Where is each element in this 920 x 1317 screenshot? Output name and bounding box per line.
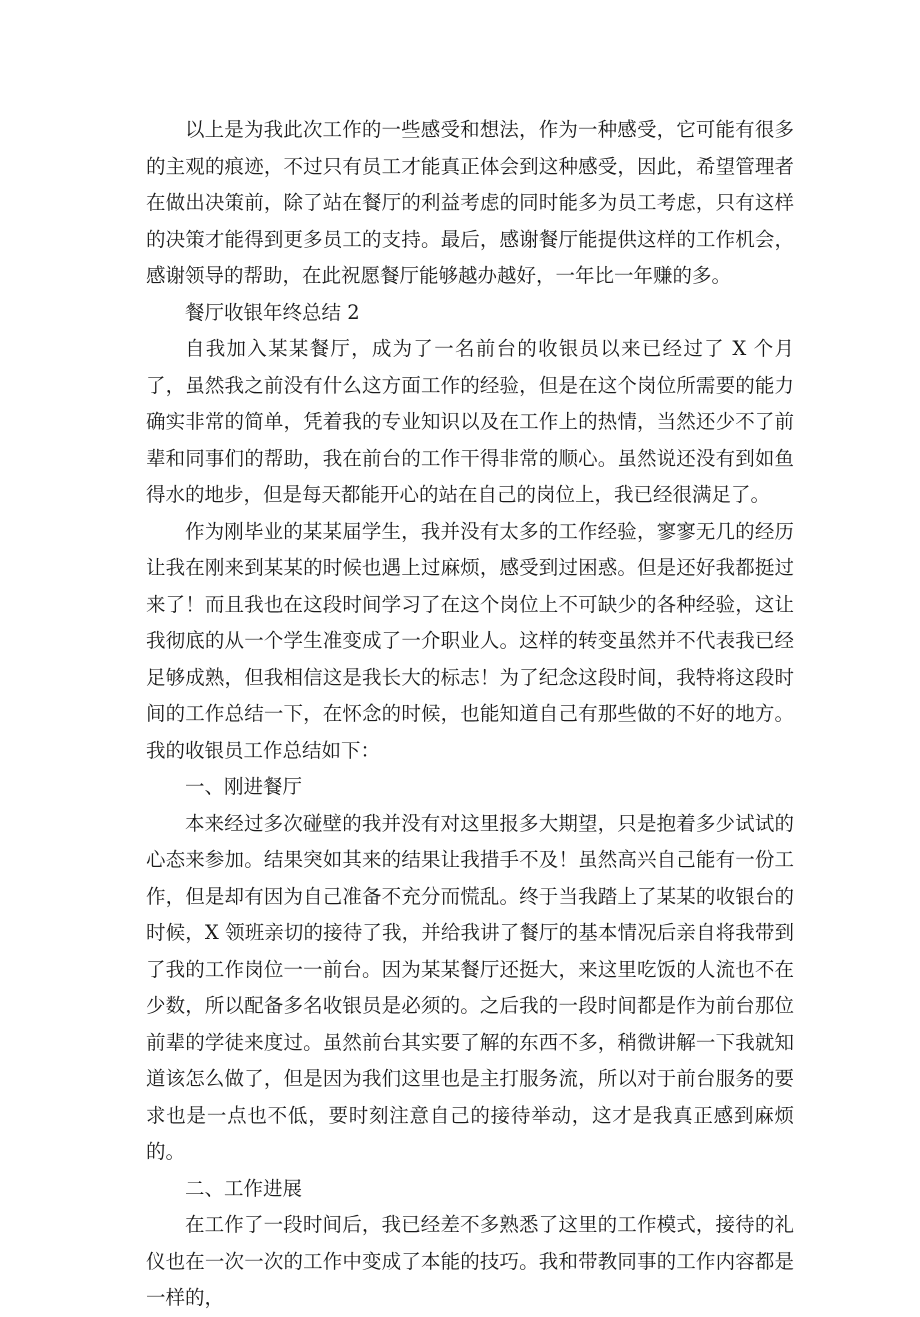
paragraph-intro: 自我加入某某餐厅，成为了一名前台的收银员以来已经过了 X 个月了，虽然我之前没有什么这方面工作的经验，但是在这个岗位所需要的能力确实非常的简单，凭着我的专业知识以及在工作上的热情，当然还少不了前辈和同事们的帮助，我在前台的工作干得非常的顺心。虽然说还没有到如鱼得水的地步，但是每天都能开心的站在自己的岗位上，我已经很满足了。: [146, 337, 794, 506]
document-page: [146, 112, 794, 1317]
section-title: 餐厅收银年终总结 2: [185, 300, 360, 324]
subheading-first: 一、刚进餐厅: [185, 775, 303, 798]
subheading-second: 二、工作进展: [185, 1176, 303, 1200]
paragraph-closing-thoughts: 以上是为我此次工作的一些感受和想法，作为一种感受，它可能有很多的主观的痕迹，不过只有员工才能真正体会到这种感受，因此，希望管理者在做出决策前，除了站在餐厅的利益考虑的同时能多为员工考虑，只有这样的决策才能得到更多员工的支持。最后，感谢餐厅能提供这样的工作机会，感谢领导的帮助，在此祝愿餐厅能够越办越好，一年比一年赚的多。: [146, 118, 794, 287]
paragraph-experience: 作为刚毕业的某某届学生，我并没有太多的工作经验，寥寥无几的经历让我在刚来到某某的时候也遇上过麻烦，感受到过困惑。但是还好我都挺过来了！而且我也在这段时间学习了在这个岗位上不可缺少的各种经验，这让我彻底的从一个学生准变成了一介职业人。这样的转变虽然并不代表我已经足够成熟，但我相信这是我长大的标志！为了纪念这段时间，我特将这段时间的工作总结一下，在怀念的时候，也能知道自己有那些做的不好的地方。我的收银员工作总结如下：: [146, 519, 794, 762]
paragraph-first-arrival: 本来经过多次碰壁的我并没有对这里报多大期望，只是抱着多少试试的心态来参加。结果突如其来的结果让我措手不及！虽然高兴自己能有一份工作，但是却有因为自己准备不充分而慌乱。终于当我踏上了某某的收银台的时候，X 领班亲切的接待了我，并给我讲了餐厅的基本情况后亲自将我带到了我的工作岗位一一前台。因为某某餐厅还挺大，来这里吃饭的人流也不在少数，所以配备多名收银员是必须的。之后我的一段时间都是作为前台那位前辈的学徒来度过。虽然前台其实要了解的东西不多，稍微讲解一下我就知道该怎么做了，但是因为我们这里也是主打服务流，所以对于前台服务的要求也是一点也不低，要时刻注意自己的接待举动，这才是我真正感到麻烦的。: [146, 811, 794, 1163]
paragraph-progress: 在工作了一段时间后，我已经差不多熟悉了这里的工作模式，接待的礼仪也在一次一次的工作中变成了本能的技巧。我和带教同事的工作内容都是一样的，: [146, 1213, 794, 1309]
